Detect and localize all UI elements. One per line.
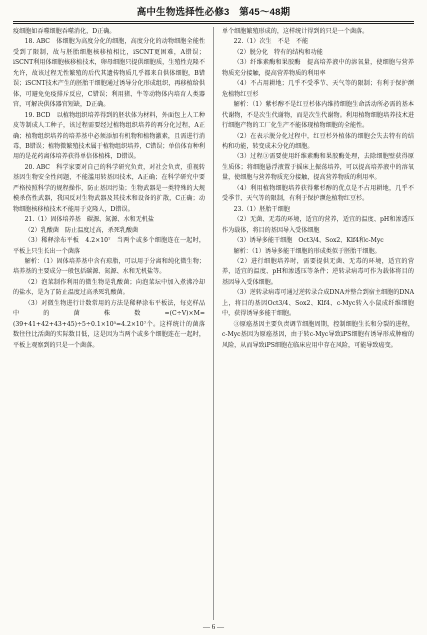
answer-paragraph: （2）进行细胞培养时，需要提供无菌、无毒的环境，适宜的营养，适宜的温度、pH和渗透压等条件；逆转录病毒可作为载体将目的基因导入受体细胞。 [222, 257, 414, 286]
right-column [222, 27, 421, 620]
header-rule [13, 21, 414, 24]
answer-paragraph: 解析：（1）诱导多能干细胞的形成类似于胚胎干细胞。 [233, 247, 381, 255]
answer-paragraph: 23.（1）胚胎干细胞 [233, 205, 290, 213]
page-number: — 6 — [203, 623, 224, 631]
column-divider [213, 27, 214, 620]
answer-paragraph: （3）纤维素酶和果胶酶 提高培养液中的溶氧量，使细胞与营养物质充分接触，提高营养物质的利用率 [222, 59, 414, 77]
answer-paragraph: 单个细胞繁殖形成的，这样统计得到的只是一个菌落。 [222, 28, 369, 35]
answer-paragraph: （3）对微生物进行计数常用的方法是稀释涂布平板法，每克样品中的菌株数=(C÷V)×M=(39+41+42+43+45)÷5÷0.1×10⁵=4.2×10⁷个。这样统计的菌落数往往比活菌的实际数目低，这是因为当两个或多个细胞连在一起时，平板上观察到的只是一个菌落。 [13, 299, 205, 349]
answer-paragraph: （3）逆转录病毒可通过逆转录合成DNA并整合到宿主细胞的DNA上，将目的基因Oct3/4、Sox2、Klf4、c-Myc转入小鼠成纤维细胞中，获得诱导多能干细胞。 [222, 289, 414, 318]
two-column-body [13, 27, 421, 620]
answer-paragraph: 21.（1）固体培养基 碳源、氮源、水和无机盐 [24, 216, 154, 224]
answer-paragraph: （3）稀释涂布平板 4.2×10⁷ 当两个或多个细胞连在一起时，平板上只生长出一个菌落 [13, 237, 205, 255]
answer-paragraph: （2）无菌、无毒的环境，适宜的营养，适宜的温度、pH和渗透压 作为载体，将目的基因导入受体细胞 [222, 216, 421, 234]
answer-paragraph: （2）泡菜制作利用的微生物是乳酸菌；向泡菜坛中加入煮沸冷却的盐水，是为了防止温度过高杀死乳酸菌。 [13, 278, 205, 297]
answer-paragraph: ③原癌基因主要负责调节细胞周期，控制细胞生长和分裂的进程，c-Myc基因为原癌基因，由于转c-Myc导致iPS细胞有诱导形成肿瘤的风险，从而导致iPS细胞在临床应用中存在风险，可能导致癌变。 [222, 320, 414, 349]
answer-paragraph: 疫细胞如吞噬细胞吞噬消化，D正确。 [13, 28, 116, 35]
answer-paragraph: （4）利用植物细胞培养获得紫杉醇的优点是不占用耕地，几乎不受季节、天气等的限制，有利于保护濒危植物红豆杉。 [222, 184, 414, 203]
answer-paragraph: 解析：（1）固体培养基中含有琼脂，可以用于分离和纯化微生物；培养基的主要成分一般包括碳源、氮源、水和无机盐等。 [13, 257, 205, 276]
answer-paragraph: 20. ABC 科学家要对自己的科学研究负责，对社会负责，重视转基因生物安全性问题，不能滥用转基因技术，A正确；在科学研究中要严格按照科学的规程操作，防止基因污染；生物武器是一类特殊的大规模杀伤性武器，我国反对生物武器及其技术和设备的扩散，C正确；动物细胞核移植技术不能用于克隆人，D错误。 [13, 163, 205, 213]
answer-paragraph: （3）过程③需要使用纤维素酶和果胶酶处理，去除细胞壁获得原生质体；将细胞悬浮液置于摇床上振荡培养，可以提高培养液中的溶氧量，使细胞与营养物质充分接触，提高营养物质的利用率。 [222, 153, 414, 182]
answer-paragraph: （2）在表示脱分化过程中，红豆杉外植体的细胞会失去特有的结构和功能，转变成未分化的细胞。 [222, 132, 414, 150]
answer-paragraph: （2）乳酸菌 防止温度过高，杀死乳酸菌 [24, 226, 139, 234]
answer-paragraph: （3）诱导多能干细胞 Oct3/4、Sox2、Klf4和c-Myc [233, 237, 384, 245]
page-header-title: 高中生物选择性必修3 第45～48期 [136, 7, 291, 18]
answer-paragraph: （4）不占用耕地；几乎不受季节、天气等的限制；有利于保护濒危植物红豆杉 [222, 80, 414, 98]
answer-paragraph: 19. BCD 以植物组织培养得到的胚状体为材料，外面包上人工种皮等制成人工种子，该过程需要经过植物组织培养的再分化过程，A正确；植物组织培养的培养基中必须添加有机物和植物激素，且需进行消毒，B错误；植物微繁殖技术属于植物组织培养，C错误；单倍体育种利用的是花药离体培养获得单倍体植株，D错误。 [13, 111, 205, 161]
answer-paragraph: （2）脱分化 特有的结构和功能 [233, 48, 323, 56]
left-column [13, 27, 205, 620]
answer-paragraph: 解析：（1）紫杉醇不是红豆杉体内维持细胞生命活动所必需的基本代谢物，不是次生代谢物，而是次生代谢物。利用植物细胞培养技术进行细胞产物的工厂化生产不能体现植物细胞的全能性。 [222, 101, 414, 130]
answer-paragraph: 22.（1）次生 不是 不能 [233, 38, 309, 46]
answer-paragraph: 18. ABC 体细胞为高度分化的细胞，高度分化的动物细胞全能性受到了限制，故与胚胎细胞核移植相比，iSCNT更困难，A错误；iSCNT利用体细胞核移植技术，卵母细胞只提供细胞质，生殖性克隆不允许，故该过程无性繁殖的后代其遗传物质几乎都来自供体细胞，B错误；iSCNT技术产生的胚胎干细胞通过诱导分化形成组织，再移植给供体，可避免免疫排斥反应，C错误；利用猪、牛等动物体内培育人类器官，可解决供体器官短缺，D正确。 [13, 38, 205, 109]
